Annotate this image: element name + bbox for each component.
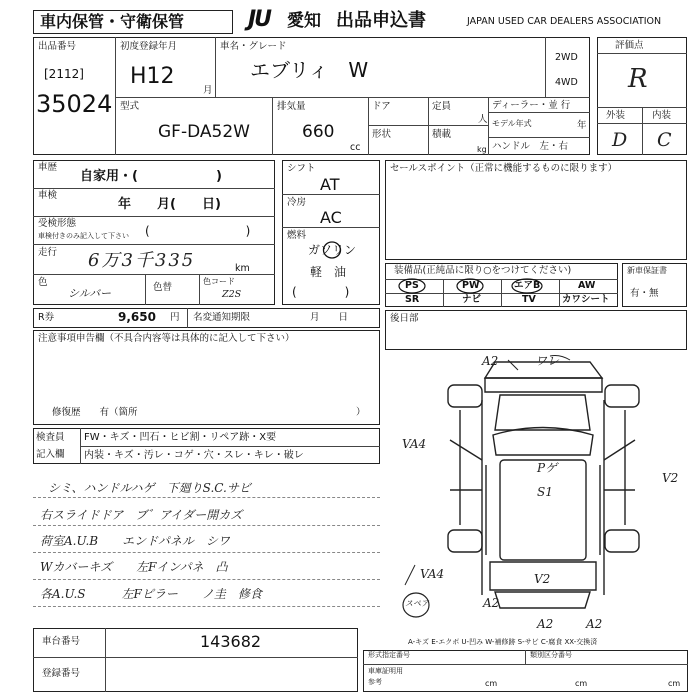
recycle-label: R券 bbox=[38, 312, 55, 323]
grade-label: 評価点 bbox=[615, 40, 644, 51]
exterior-grade: D bbox=[612, 129, 628, 151]
airbag-circle-mark bbox=[510, 278, 544, 294]
lot-number: 35024 bbox=[36, 90, 113, 118]
warranty-value: 有・無 bbox=[630, 288, 659, 299]
diagram-mark-a2-br: A2 bbox=[586, 617, 603, 631]
garage-cert-label: 車庫証明用 bbox=[368, 667, 403, 675]
registration-month-unit: 月 bbox=[203, 85, 213, 96]
color-code-value: Z2S bbox=[222, 289, 242, 300]
km-unit: km bbox=[235, 263, 250, 274]
color-label: 色 bbox=[38, 277, 48, 288]
diagram-mark-peel: Pゲ bbox=[537, 461, 558, 475]
history-value: 自家用・( ) bbox=[80, 169, 222, 184]
diagram-mark-v2-right: V2 bbox=[662, 471, 679, 485]
fuel-circle-mark bbox=[322, 240, 342, 260]
storage-badge bbox=[33, 10, 233, 34]
equip-airbag: エアB bbox=[514, 280, 541, 291]
dealer-label: ディーラー・並 行 bbox=[492, 100, 571, 111]
inspector-row-2: 内装・キズ・汚レ・コゲ・穴・スレ・キレ・破レ bbox=[84, 450, 304, 461]
equip-ps: PS bbox=[405, 280, 419, 291]
receive-note: 車検付きのみ記入して下さい bbox=[38, 232, 129, 240]
diagram-mark-v2-rear: V2 bbox=[534, 572, 551, 586]
damage-legend: A-キズ E-エクボ U-凹み W-補修跡 S-サビ C-腐食 XX-交換済 bbox=[408, 638, 598, 646]
inspector-label-2: 記入欄 bbox=[36, 449, 65, 460]
fuel-paren: ( ) bbox=[292, 285, 350, 299]
shape-label: 形状 bbox=[372, 129, 392, 140]
sales-point-frame bbox=[385, 160, 687, 260]
diagram-mark-a2-bm: A2 bbox=[537, 617, 554, 631]
inspection-value: 年 月( 日) bbox=[118, 197, 221, 212]
fuel-alt: 軽 油 bbox=[310, 265, 347, 279]
ac-label: 冷房 bbox=[287, 197, 307, 208]
inspector-note-4: Wカバーキズ 左Fインパネ 凸 bbox=[40, 560, 228, 574]
brand-name: 愛知 bbox=[287, 11, 321, 31]
exterior-label: 外装 bbox=[606, 110, 626, 121]
cm-unit-3: cm bbox=[668, 679, 681, 688]
model-label: 型式 bbox=[120, 101, 140, 112]
fuel-label: 燃料 bbox=[287, 230, 307, 241]
registration-number-label: 登録番号 bbox=[42, 668, 81, 679]
equipment-label: 装備品(正純品に限り○をつけてください) bbox=[394, 265, 572, 276]
chassis-label: 車台番号 bbox=[42, 636, 81, 647]
notes-label: 注意事項申告欄（不具合内容等は具体的に記入して下さい） bbox=[38, 333, 295, 344]
warranty-label: 新車保証書 bbox=[627, 266, 667, 275]
format-designation-label: 形式指定番号 bbox=[368, 651, 410, 659]
ju-logo: JU bbox=[248, 7, 271, 32]
storage-badge-text: 車内保管・守衛保管 bbox=[40, 12, 185, 31]
notice-deadline-label: 名変通知期限 bbox=[193, 312, 251, 323]
shift-label: シフト bbox=[287, 163, 316, 174]
inspector-label-1: 検査員 bbox=[36, 432, 65, 443]
diagram-mark-a2-bl: A2 bbox=[483, 596, 500, 610]
first-registration-year: H12 bbox=[130, 64, 175, 89]
capacity-label: 定員 bbox=[432, 101, 452, 112]
equip-sr: SR bbox=[405, 294, 420, 305]
car-name-label: 車名・グレード bbox=[220, 41, 287, 52]
handle-label: ハンドル 左・右 bbox=[492, 141, 569, 152]
equip-tv: TV bbox=[522, 294, 536, 305]
color-code-label: 色コード bbox=[203, 277, 235, 286]
kg-unit: kg bbox=[477, 145, 487, 154]
chassis-frame bbox=[33, 628, 358, 692]
diagram-mark-s1: S1 bbox=[537, 485, 553, 499]
cm-unit-1: cm bbox=[485, 679, 498, 688]
history-label: 車歴 bbox=[38, 162, 58, 173]
lot-number-label: 出品番号 bbox=[38, 41, 77, 52]
interior-grade: C bbox=[657, 129, 672, 151]
chassis-number: 143682 bbox=[200, 632, 262, 651]
association-name: JAPAN USED CAR DEALERS ASSOCIATION bbox=[467, 16, 662, 27]
equip-pw: PW bbox=[462, 280, 480, 291]
equip-aw: AW bbox=[578, 280, 596, 291]
lot-sub-code: [2112] bbox=[44, 67, 84, 81]
color-value: シルバー bbox=[68, 287, 111, 300]
drive-4wd: 4WD bbox=[555, 77, 578, 88]
ac-value: AC bbox=[320, 208, 342, 227]
equip-leather: カワシート bbox=[562, 294, 610, 305]
inspector-note-3: 荷室A.U.B エンドパネル シワ bbox=[40, 534, 230, 548]
ps-circle-mark bbox=[397, 278, 427, 294]
first-registration-label: 初度登録年月 bbox=[120, 41, 178, 52]
drive-2wd: 2WD bbox=[555, 52, 578, 63]
mileage-value: 6万3千335 bbox=[88, 250, 196, 271]
diagram-mark-va4-bottom: VA4 bbox=[420, 567, 445, 581]
diagram-mark-spare: スペア bbox=[405, 599, 429, 608]
fuel-value: ガソリン bbox=[308, 243, 357, 257]
shift-value: AT bbox=[320, 175, 340, 194]
rear-section-frame bbox=[385, 310, 687, 350]
inspector-note-2: 右スライドドア ブ゛アイダー開カズ bbox=[40, 508, 243, 522]
cc-unit: cc bbox=[350, 142, 361, 153]
color-change-label: 色替 bbox=[153, 282, 173, 293]
interior-label: 内装 bbox=[652, 110, 672, 121]
car-name-value: エブリィ W bbox=[250, 58, 369, 82]
inspector-row-1: FW・キズ・凹石・ヒビ割・リペア跡・X要 bbox=[84, 432, 277, 443]
mileage-label: 走行 bbox=[38, 247, 58, 258]
displacement-value: 660 bbox=[302, 122, 335, 142]
repair-history-close: ） bbox=[356, 407, 366, 418]
rear-label: 後日部 bbox=[390, 313, 419, 324]
grade-value: R bbox=[628, 64, 648, 94]
receive-label: 受検形態 bbox=[38, 218, 77, 229]
recycle-value: 9,650 bbox=[118, 310, 156, 324]
model-value: GF-DA52W bbox=[158, 122, 250, 142]
inspector-note-1: シミ、ハンドルハゲ 下廻りS.C.サビ bbox=[48, 481, 251, 495]
class-designation-label: 類別区分番号 bbox=[530, 651, 572, 659]
diagram-mark-a2-top: A2 bbox=[482, 354, 499, 368]
load-label: 積載 bbox=[432, 129, 452, 140]
model-year-unit: 年 bbox=[577, 120, 587, 131]
person-unit: 人 bbox=[478, 114, 488, 125]
diagram-mark-crack: ワレ bbox=[535, 354, 560, 368]
sales-point-label: セールスポイント（正常に機能するものに限ります） bbox=[390, 163, 618, 174]
pw-circle-mark bbox=[455, 278, 485, 294]
inspection-label: 車検 bbox=[38, 190, 58, 201]
notice-deadline-value: 月 日 bbox=[310, 312, 349, 323]
receive-value: ( ) bbox=[145, 224, 251, 238]
diagram-mark-va4-left: VA4 bbox=[402, 437, 427, 451]
form-title: 出品申込書 bbox=[336, 10, 426, 31]
inspector-note-5: 各A.U.S 左Fピラー ノ圭 修食 bbox=[40, 587, 262, 601]
cm-unit-2: cm bbox=[575, 679, 588, 688]
reference-label: 参考 bbox=[368, 678, 382, 686]
door-label: ドア bbox=[372, 101, 391, 112]
displacement-label: 排気量 bbox=[277, 101, 306, 112]
equip-navi: ナビ bbox=[462, 294, 482, 305]
repair-history-label: 修復歴 有（箇所 bbox=[52, 407, 138, 418]
recycle-unit: 円 bbox=[170, 312, 180, 323]
model-year-label: モデル年式 bbox=[492, 119, 532, 128]
